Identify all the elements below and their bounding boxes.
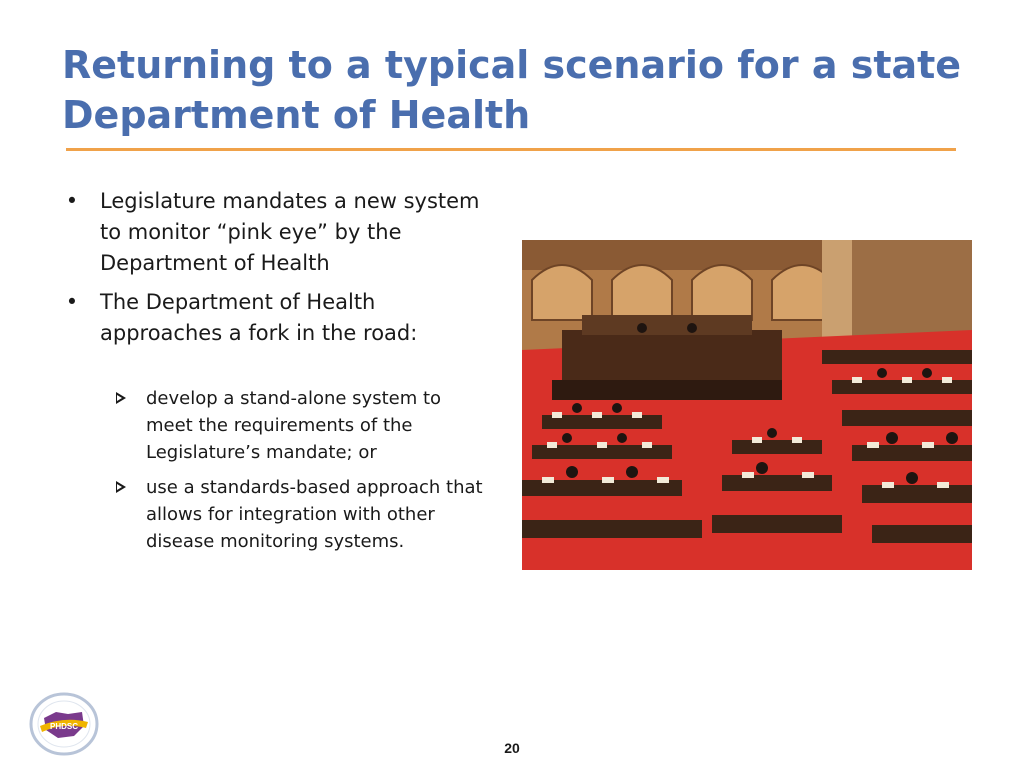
legislature-chamber-photo [522, 240, 972, 570]
bullet-item [62, 287, 492, 349]
sub-bullet-text: develop a stand-alone system to meet the requirements of the Legislature’s mandate; or [146, 388, 442, 463]
page-number: 20 [504, 740, 520, 756]
bullet-text: The Department of Health approaches a fork in the road: [100, 290, 418, 345]
bullet-dot-icon: • [65, 189, 79, 213]
sub-bullet-item [62, 385, 492, 466]
sub-bullet-item [62, 474, 492, 555]
title-divider [66, 148, 956, 151]
title-line-2: Department of Health [62, 93, 531, 137]
phdsc-logo [28, 692, 100, 756]
sub-bullet-text: use a standards-based approach that allows for integration with other disease monitoring systems. [146, 477, 483, 552]
arrow-bullet-icon [116, 392, 126, 404]
title-line-1: Returning to a typical scenario for a state [62, 43, 962, 87]
bullet-list [62, 186, 492, 563]
arrow-bullet-icon [116, 481, 126, 493]
bullet-item [62, 186, 492, 279]
slide-title [62, 40, 962, 140]
logo-text: PHDSC [49, 722, 79, 731]
bullet-dot-icon: • [65, 290, 79, 314]
bullet-text: Legislature mandates a new system to monitor “pink eye” by the Department of Health [100, 189, 480, 275]
